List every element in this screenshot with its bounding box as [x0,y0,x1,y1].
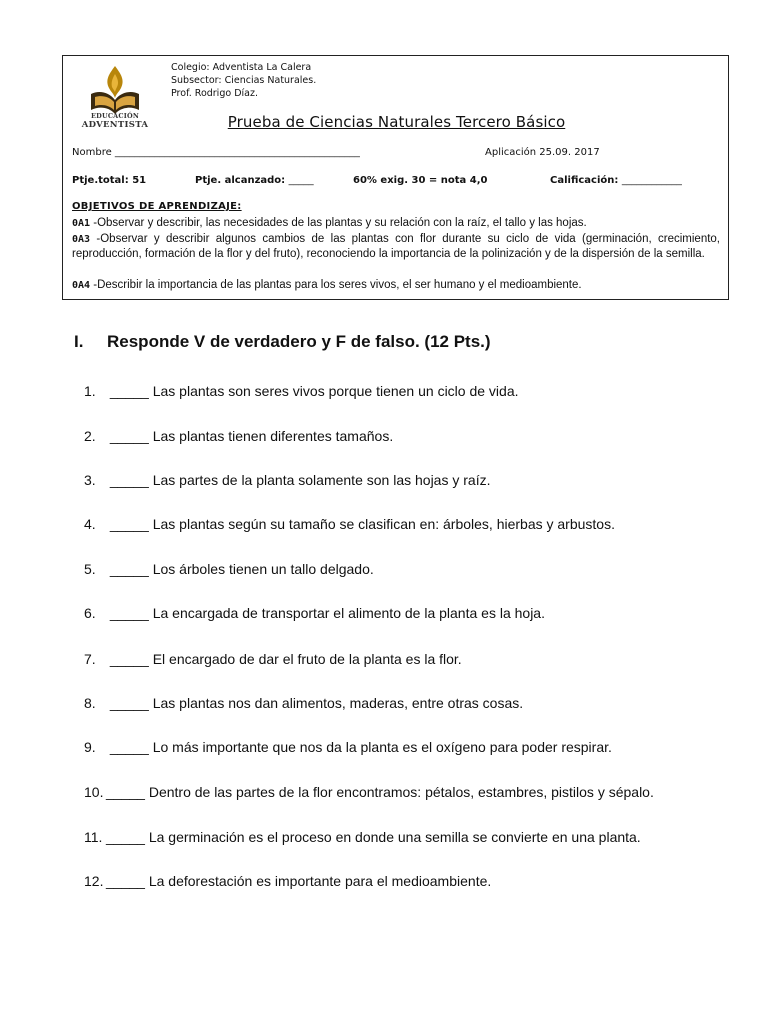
name-label: Nombre [72,147,112,158]
question-item [84,516,615,532]
total-score: Ptje.total: 51 [72,175,147,186]
question-item [84,605,545,621]
grade-label: Calificación: [550,175,619,186]
objective-text: -Describir la importancia de las plantas para los seres vivos, el ser humano y el medioambiente. [90,279,582,291]
teacher-line: Prof. Rodrigo Díaz. [171,88,258,99]
school-name: Colegio: Adventista La Calera [171,62,312,73]
question-item [84,472,490,488]
question-number: 10. [84,784,104,800]
question-text: Las plantas son seres vivos porque tienen un ciclo de vida. [152,383,519,399]
section-heading: Responde V de verdadero y F de falso. (12 Pts.) [107,332,491,351]
question-number: 1. [84,383,96,399]
answer-blank[interactable]: _____ [109,605,149,621]
answer-blank[interactable]: _____ [109,695,149,711]
question-item [84,428,393,444]
answer-blank[interactable]: _____ [106,829,145,845]
question-number: 3. [84,472,96,488]
question-text: Dentro de las partes de la flor encontramos: pétalos, estambres, pistilos y sépalo. [148,784,654,800]
page-title: Prueba de Ciencias Naturales Tercero Básico [227,113,566,131]
answer-blank[interactable]: _____ [109,561,149,577]
question-number: 8. [84,695,96,711]
question-text: Los árboles tienen un tallo delgado. [152,561,374,577]
header-box [62,55,729,300]
question-number: 11. [84,829,103,845]
question-text: Las plantas nos dan alimentos, maderas, entre otras cosas. [152,695,524,711]
question-item [84,739,612,755]
answer-blank[interactable]: _____ [109,651,149,667]
question-text: La germinación es el proceso en donde una semilla se convierte en una planta. [148,829,641,845]
question-number: 5. [84,561,96,577]
answer-blank[interactable]: _____ [106,873,145,889]
section-number: I. [74,332,84,351]
question-item [84,651,462,667]
question-number: 9. [84,739,96,755]
question-number: 6. [84,605,96,621]
question-item [84,829,641,845]
question-text: Las partes de la planta solamente son las hojas y raíz. [152,472,491,488]
logo-text-top: EDUCACIÓN [90,112,140,120]
objective-code: 0A4 [72,280,91,291]
answer-blank[interactable]: _____ [106,784,145,800]
name-field[interactable] [72,147,360,158]
objective-code: 0A3 [72,234,91,245]
question-item [84,695,523,711]
grade-field[interactable] [550,175,682,186]
objective-item [72,216,720,231]
subject-line: Subsector: Ciencias Naturales. [171,75,317,86]
achieved-label: Ptje. alcanzado: [195,175,286,186]
requirement-text: 60% exig. 30 = nota 4,0 [353,175,488,186]
section-title [74,332,491,352]
question-item [84,784,654,800]
question-text: Lo más importante que nos da la planta es el oxígeno para poder respirar. [152,739,612,755]
objective-code: 0A1 [72,218,91,229]
question-number: 12. [84,873,104,889]
achieved-score-field[interactable] [195,175,314,186]
question-number: 4. [84,516,96,532]
question-number: 2. [84,428,96,444]
question-item [84,383,519,399]
objective-item [72,232,720,262]
answer-blank[interactable]: _____ [109,428,149,444]
answer-blank[interactable]: _____ [109,516,149,532]
objective-item [72,278,720,293]
question-text: La encargada de transportar el alimento de la planta es la hoja. [152,605,545,621]
question-text: La deforestación es importante para el medioambiente. [148,873,492,889]
question-text: El encargado de dar el fruto de la planta es la flor. [152,651,462,667]
objectives-heading: OBJETIVOS DE APRENDIZAJE: [72,201,242,212]
question-item [84,561,374,577]
objective-text: -Observar y describir, las necesidades de las plantas y su relación con la raíz, el tallo y las hojas. [90,217,587,229]
question-item [84,873,491,889]
name-blank: _________________________________________________ [114,147,360,158]
grade-blank: ____________ [621,175,682,186]
answer-blank[interactable]: _____ [109,472,149,488]
question-number: 7. [84,651,96,667]
logo-text-bottom: ADVENTISTA [81,120,149,130]
application-date: Aplicación 25.09. 2017 [485,147,600,158]
answer-blank[interactable]: _____ [109,383,149,399]
answer-blank[interactable]: _____ [109,739,149,755]
objective-text: -Observar y describir algunos cambios de las plantas con flor durante su ciclo de vida (germinación, crecimiento, reproducción, formación de la flor y del fruto), reconociendo la importancia de la polinización y de la dispersión de la semilla. [72,233,720,260]
achieved-blank: _____ [288,175,314,186]
question-text: Las plantas según su tamaño se clasifican en: árboles, hierbas y arbustos. [152,516,615,532]
question-text: Las plantas tienen diferentes tamaños. [152,428,394,444]
